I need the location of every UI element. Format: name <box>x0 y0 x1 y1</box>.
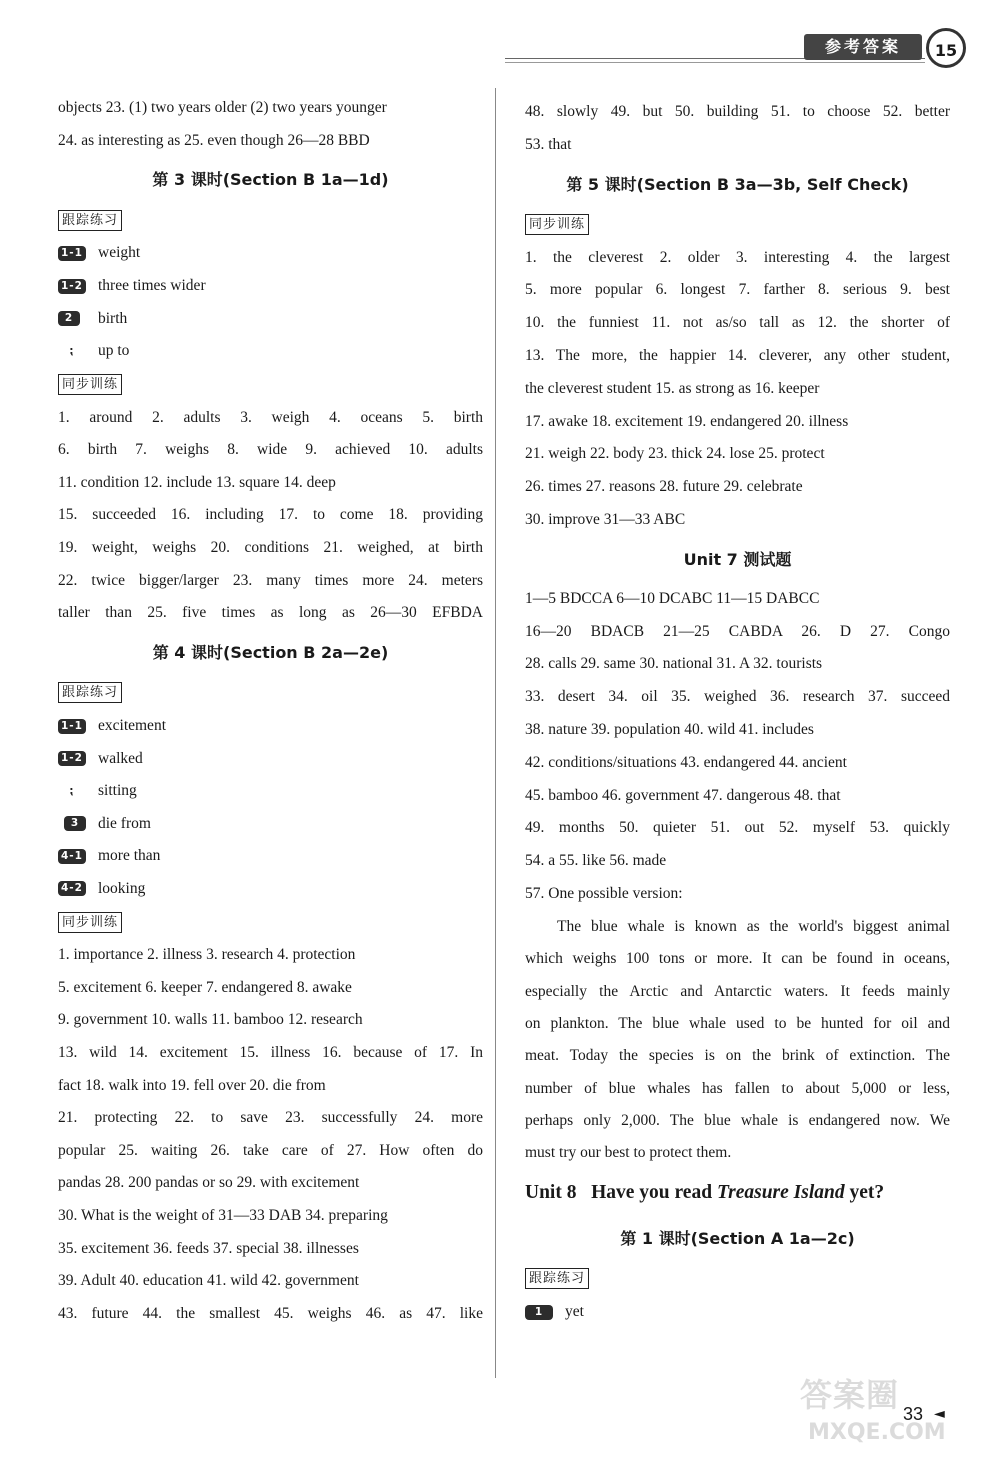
answer-line: 10. the funniest 11. not as/so tall as 12. the shorter of <box>525 314 950 332</box>
watermark-url: MXQE.COM <box>808 1420 946 1445</box>
answer-key-label: 参考答案 <box>804 34 922 60</box>
column-divider <box>495 88 496 1378</box>
section-title: 第 1 课时(Section A 1a—2c) <box>620 1228 855 1248</box>
sync-training-tag: 同步训练 <box>58 912 122 933</box>
section-title: 第 5 课时(Section B 3a—3b, Self Check) <box>566 174 909 194</box>
answer-line: 30. What is the weight of 31—33 DAB 34. preparing <box>58 1207 388 1225</box>
answer-line: 54. a 55. like 56. made <box>525 852 667 870</box>
item-marker: 1-2 <box>58 751 86 766</box>
item-answer: sitting <box>98 782 137 800</box>
answer-line: 15. succeeded 16. including 17. to come 18. providing <box>58 506 483 524</box>
answer-line: 53. that <box>525 135 572 153</box>
answer-line: popular 25. waiting 26. take care of 27. How often do <box>58 1141 483 1159</box>
answer-line: taller than 25. five times as long as 26—30 EFBDA <box>58 604 483 622</box>
sync-training-tag: 同步训练 <box>58 374 122 395</box>
answer-line: 30. improve 31—33 ABC <box>525 510 686 528</box>
practice-tag: 跟踪练习 <box>58 210 122 231</box>
unit8-title <box>525 1170 950 1216</box>
answer-line: 13. wild 14. excitement 15. illness 16. because of 17. In <box>58 1044 483 1062</box>
item-marker: 1-2 <box>58 279 86 294</box>
essay-line: meat. Today the species is on the brink of extinction. The <box>525 1047 950 1065</box>
answer-line: pandas 28. 200 pandas or so 29. with excitement <box>58 1174 360 1192</box>
answer-line: 45. bamboo 46. government 47. dangerous 48. that <box>525 786 841 804</box>
unit8-title-suffix: yet? <box>844 1181 885 1203</box>
item-answer: looking <box>98 879 146 897</box>
item-marker: 1 <box>525 1305 553 1320</box>
page-arrow-icon: ◄ <box>934 1406 945 1422</box>
answer-line: 33. desert 34. oil 35. weighed 36. research 37. succeed <box>525 688 950 706</box>
item-marker: 4-2 <box>58 881 86 896</box>
answer-line: 5. excitement 6. keeper 7. endangered 8. awake <box>58 978 352 996</box>
answer-line: 42. conditions/situations 43. endangered 44. ancient <box>525 753 847 771</box>
watermark-logo: 答案圈 <box>800 1376 900 1414</box>
section-title: 第 4 课时(Section B 2a—2e) <box>152 642 389 662</box>
answer-line: the cleverest student 15. as strong as 16. keeper <box>525 379 820 397</box>
answer-line: 1. the cleverest 2. older 3. interesting 4. the largest <box>525 248 950 266</box>
page-number: 33 <box>903 1404 924 1424</box>
answer-line: fact 18. walk into 19. fell over 20. die from <box>58 1076 326 1094</box>
answer-line: 21. weigh 22. body 23. thick 24. lose 25. protect <box>525 445 825 463</box>
item-answer: excitement <box>98 717 166 735</box>
answer-line: 43. future 44. the smallest 45. weighs 46. as 47. like <box>58 1304 483 1322</box>
item-marker: 1-1 <box>58 719 86 734</box>
unit8-title-prefix: Unit 8 Have you read <box>525 1181 717 1203</box>
item-answer: yet <box>565 1303 584 1321</box>
left-column <box>58 92 483 1330</box>
item-answer: walked <box>98 749 143 767</box>
item-marker: ⁏ <box>69 784 75 797</box>
practice-tag: 跟踪练习 <box>525 1268 589 1289</box>
sync-training-tag: 同步训练 <box>525 214 589 235</box>
answer-line: 26. times 27. reasons 28. future 29. celebrate <box>525 478 803 496</box>
answer-line: 24. as interesting as 25. even though 26—28 BBD <box>58 131 370 149</box>
item-marker: 1-1 <box>58 246 86 261</box>
answer-line: 48. slowly 49. but 50. building 51. to choose 52. better <box>525 103 950 120</box>
essay-line: must try our best to protect them. <box>525 1144 732 1162</box>
answer-line: 16—20 BDACB 21—25 CABDA 26. D 27. Congo <box>525 622 950 640</box>
item-marker: ⁏ <box>69 344 75 357</box>
answer-line: 35. excitement 36. feeds 37. special 38. illnesses <box>58 1239 359 1257</box>
answer-line: 49. months 50. quieter 51. out 52. myself 53. quickly <box>525 819 950 837</box>
answer-line: 28. calls 29. same 30. national 31. A 32. tourists <box>525 655 823 673</box>
item-marker: 3 <box>64 816 86 831</box>
item-marker: 2 <box>58 311 80 326</box>
answer-line: 5. more popular 6. longest 7. farther 8. serious 9. best <box>525 281 950 299</box>
answer-line: 6. birth 7. weighs 8. wide 9. achieved 10. adults <box>58 441 483 459</box>
essay-line: perhaps only 2,000. The blue whale is endangered now. We <box>525 1112 950 1130</box>
unit8-book-title: Treasure Island <box>716 1181 845 1203</box>
answer-line: 9. government 10. walls 11. bamboo 12. research <box>58 1011 363 1029</box>
answer-line: 39. Adult 40. education 41. wild 42. government <box>58 1272 359 1290</box>
item-answer: up to <box>98 342 130 360</box>
item-answer: die from <box>98 814 151 832</box>
answer-line: 38. nature 39. population 40. wild 41. includes <box>525 720 814 738</box>
answer-line: 1—5 BDCCA 6—10 DCABC 11—15 DABCC <box>525 589 820 607</box>
answer-line: objects 23. (1) two years older (2) two years younger <box>58 99 387 116</box>
essay-line: number of blue whales has fallen to about 5,000 or less, <box>525 1079 950 1097</box>
answer-line: 57. One possible version: <box>525 884 683 902</box>
right-column <box>525 96 950 1328</box>
item-answer: weight <box>98 244 141 262</box>
essay-line: The blue whale is known as the world's biggest animal <box>557 917 950 935</box>
item-answer: more than <box>98 847 161 865</box>
unit7-test-title: Unit 7 测试题 <box>683 549 792 569</box>
answer-line: 13. The more, the happier 14. cleverer, any other student, <box>525 346 950 364</box>
header-badge-icon: 15 <box>926 28 966 68</box>
answer-line: 1. around 2. adults 3. weigh 4. oceans 5. birth <box>58 408 483 426</box>
writing-sample <box>525 911 950 1170</box>
item-marker: 4-1 <box>58 849 86 864</box>
item-answer: three times wider <box>98 277 206 295</box>
essay-line: on plankton. The blue whale used to be hunted for oil and <box>525 1014 950 1032</box>
essay-line: which weighs 100 tons or more. It can be found in oceans, <box>525 950 950 968</box>
item-answer: birth <box>98 309 128 327</box>
essay-line: especially the Arctic and Antarctic waters. It feeds mainly <box>525 982 950 1000</box>
answer-line: 11. condition 12. include 13. square 14. deep <box>58 473 336 491</box>
answer-line: 21. protecting 22. to save 23. successfully 24. more <box>58 1109 483 1127</box>
answer-line: 22. twice bigger/larger 23. many times more 24. meters <box>58 571 483 589</box>
practice-tag: 跟踪练习 <box>58 682 122 703</box>
section-title: 第 3 课时(Section B 1a—1d) <box>152 170 389 190</box>
answer-line: 1. importance 2. illness 3. research 4. protection <box>58 946 356 964</box>
answer-line: 19. weight, weighs 20. conditions 21. weighed, at birth <box>58 538 483 556</box>
answer-line: 17. awake 18. excitement 19. endangered 20. illness <box>525 412 849 430</box>
